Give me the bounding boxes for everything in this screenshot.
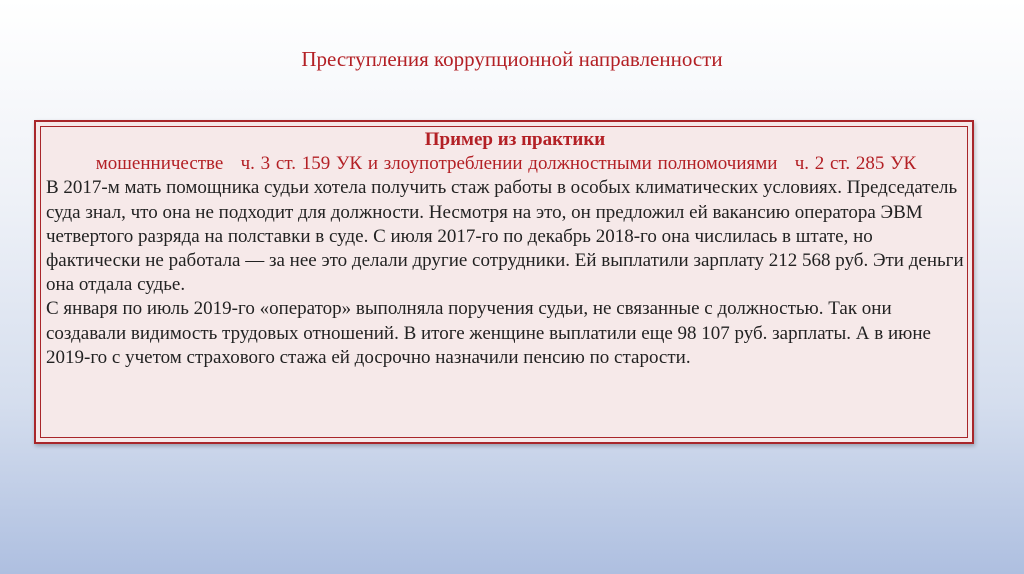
articles-line bbox=[46, 152, 966, 176]
case-paragraph-2: С января по июль 2019-го «оператор» выполняла поручения судьи, не связанные с должностью. Так они создавали видимость трудовых отношений. В итоге женщине выплатили еще 98 107 руб. зарплаты. А в июне 2019-го с учетом страхового стажа ей досрочно назначили пенсию по старости. bbox=[46, 298, 931, 368]
slide-title: Преступления коррупционной направленности bbox=[301, 47, 723, 71]
example-heading: Пример из практики bbox=[424, 129, 606, 150]
case-paragraph-1: В 2017-м мать помощника судьи хотела получить стаж работы в особых климатических условиях. Председатель суда знал, что она не подходит для должности. Несмотря на это, он предложил ей вакансию оператора ЭВМ четвертого разряда на полставки в суде. С июля 2017-го по декабрь 2018-го она числилась в штате, но фактически не работала — за нее это делали другие сотрудники. Ей выплатили зарплату 212 568 руб. Эти деньги она отдала судье. bbox=[46, 177, 964, 296]
fraud-article: ч. 3 ст. 159 УК bbox=[240, 153, 363, 175]
abuse-article: ч. 2 ст. 285 УК bbox=[794, 153, 917, 175]
fraud-text: мошенничестве bbox=[95, 153, 224, 175]
abuse-text: злоупотреблении должностными полномочиями bbox=[383, 153, 778, 175]
case-description bbox=[46, 176, 966, 370]
conjunction-text: и bbox=[367, 153, 379, 175]
example-content bbox=[46, 128, 966, 370]
